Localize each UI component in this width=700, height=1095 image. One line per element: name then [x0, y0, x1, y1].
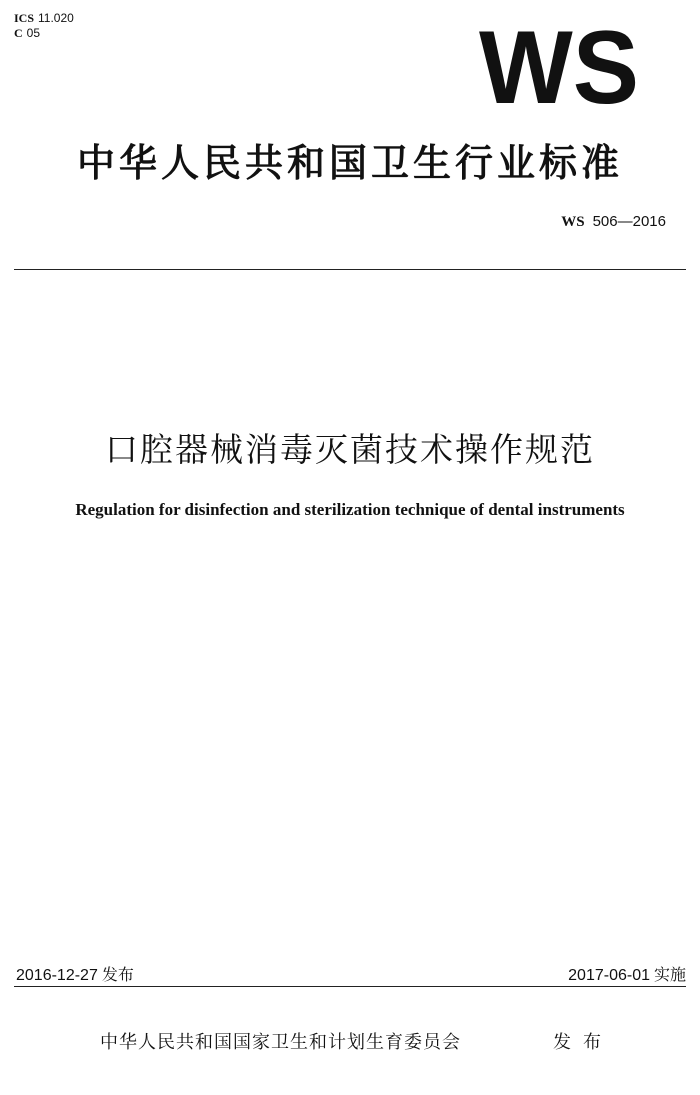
ws-logo-text: WS [479, 24, 639, 106]
ccs-code [14, 26, 74, 41]
standard-number [561, 212, 666, 231]
ics-label: ICS [14, 11, 35, 25]
implementation-word: 实施 [653, 965, 686, 984]
issue-word: 发布 [101, 965, 134, 984]
publisher-name: 中华人民共和国国家卫生和计划生育委员会 [100, 1032, 461, 1053]
industry-standard-title: 中华人民共和国卫生行业标准 [76, 141, 623, 185]
ws-logo [478, 24, 640, 106]
issue-date: 2016-12-27 [16, 967, 98, 984]
standard-prefix: WS [561, 214, 585, 230]
publish-word: 发布 [553, 1032, 613, 1053]
ccs-label: C [14, 26, 23, 40]
bottom-divider [14, 986, 686, 987]
standard-number-value: 506—2016 [592, 213, 666, 230]
implementation-date: 2017-06-01 [568, 967, 650, 984]
top-divider [14, 269, 686, 270]
ics-value: 11.020 [38, 11, 74, 25]
document-title-chinese: 口腔器械消毒灭菌技术操作规范 [105, 430, 595, 469]
implementation-date-line [568, 962, 686, 985]
ccs-value: 05 [26, 26, 41, 40]
document-title-english: Regulation for disinfection and sterilization technique of dental instruments [75, 500, 625, 519]
classification-codes [14, 11, 74, 41]
issue-date-line [16, 962, 134, 985]
ics-code [14, 11, 74, 26]
